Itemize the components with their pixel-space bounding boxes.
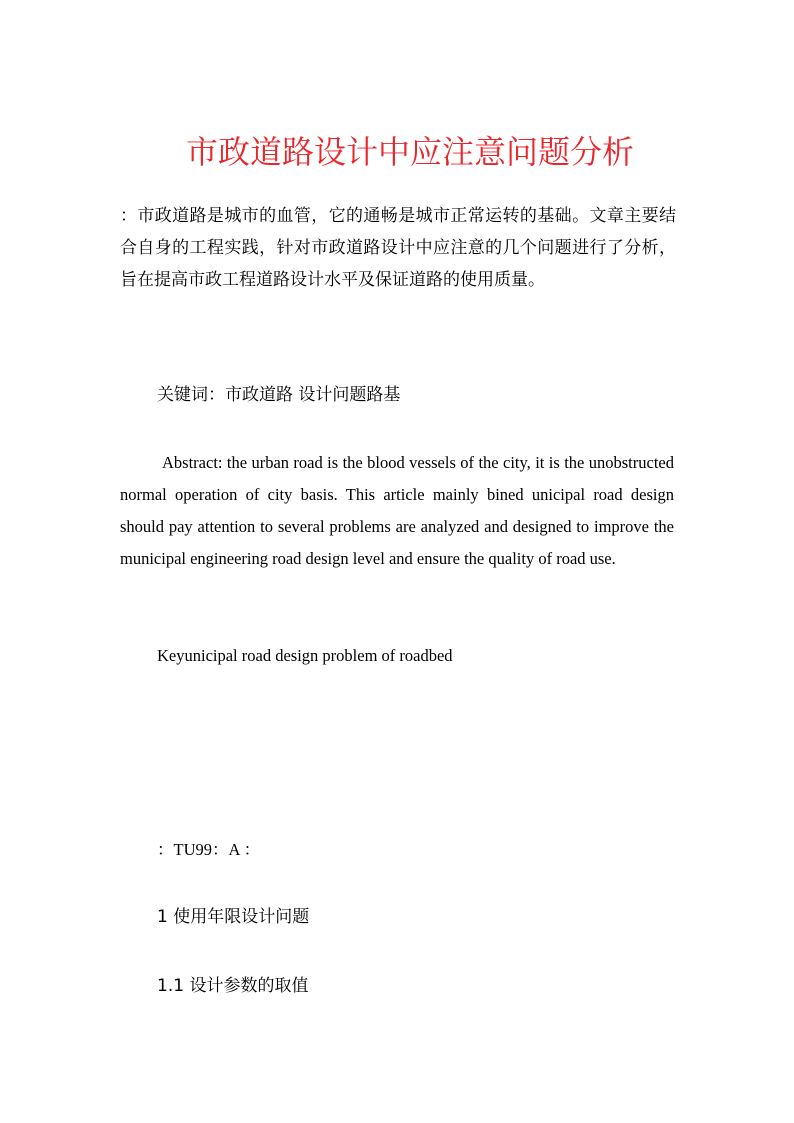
classification-codes: ：TU99：A ： (157, 840, 261, 859)
chinese-keywords: 关键词：市政道路 设计问题路基 (157, 385, 401, 405)
section-heading-1-1: 1.1 设计参数的取值 (157, 976, 309, 996)
section-heading-1: 1 使用年限设计问题 (157, 907, 310, 927)
english-keywords: Keyunicipal road design problem of roadbed (157, 646, 453, 665)
document-title: 市政道路设计中应注意问题分析 (186, 133, 635, 171)
chinese-abstract: ：市政道路是城市的血管，它的通畅是城市正常运转的基础。文章主要结合自身的工程实践，针对市政道路设计中应注意的几个问题进行了分析，旨在提高市政工程道路设计水平及保证道路的使用质量。 (120, 206, 676, 290)
english-abstract: Abstract: the urban road is the blood vessels of the city, it is the unobstructed normal operation of city basis. This article mainly bined unicipal road design should pay attention to several problems are analyzed and designed to improve the municipal engineering road design level and ensure the quality of road use. (120, 453, 674, 568)
